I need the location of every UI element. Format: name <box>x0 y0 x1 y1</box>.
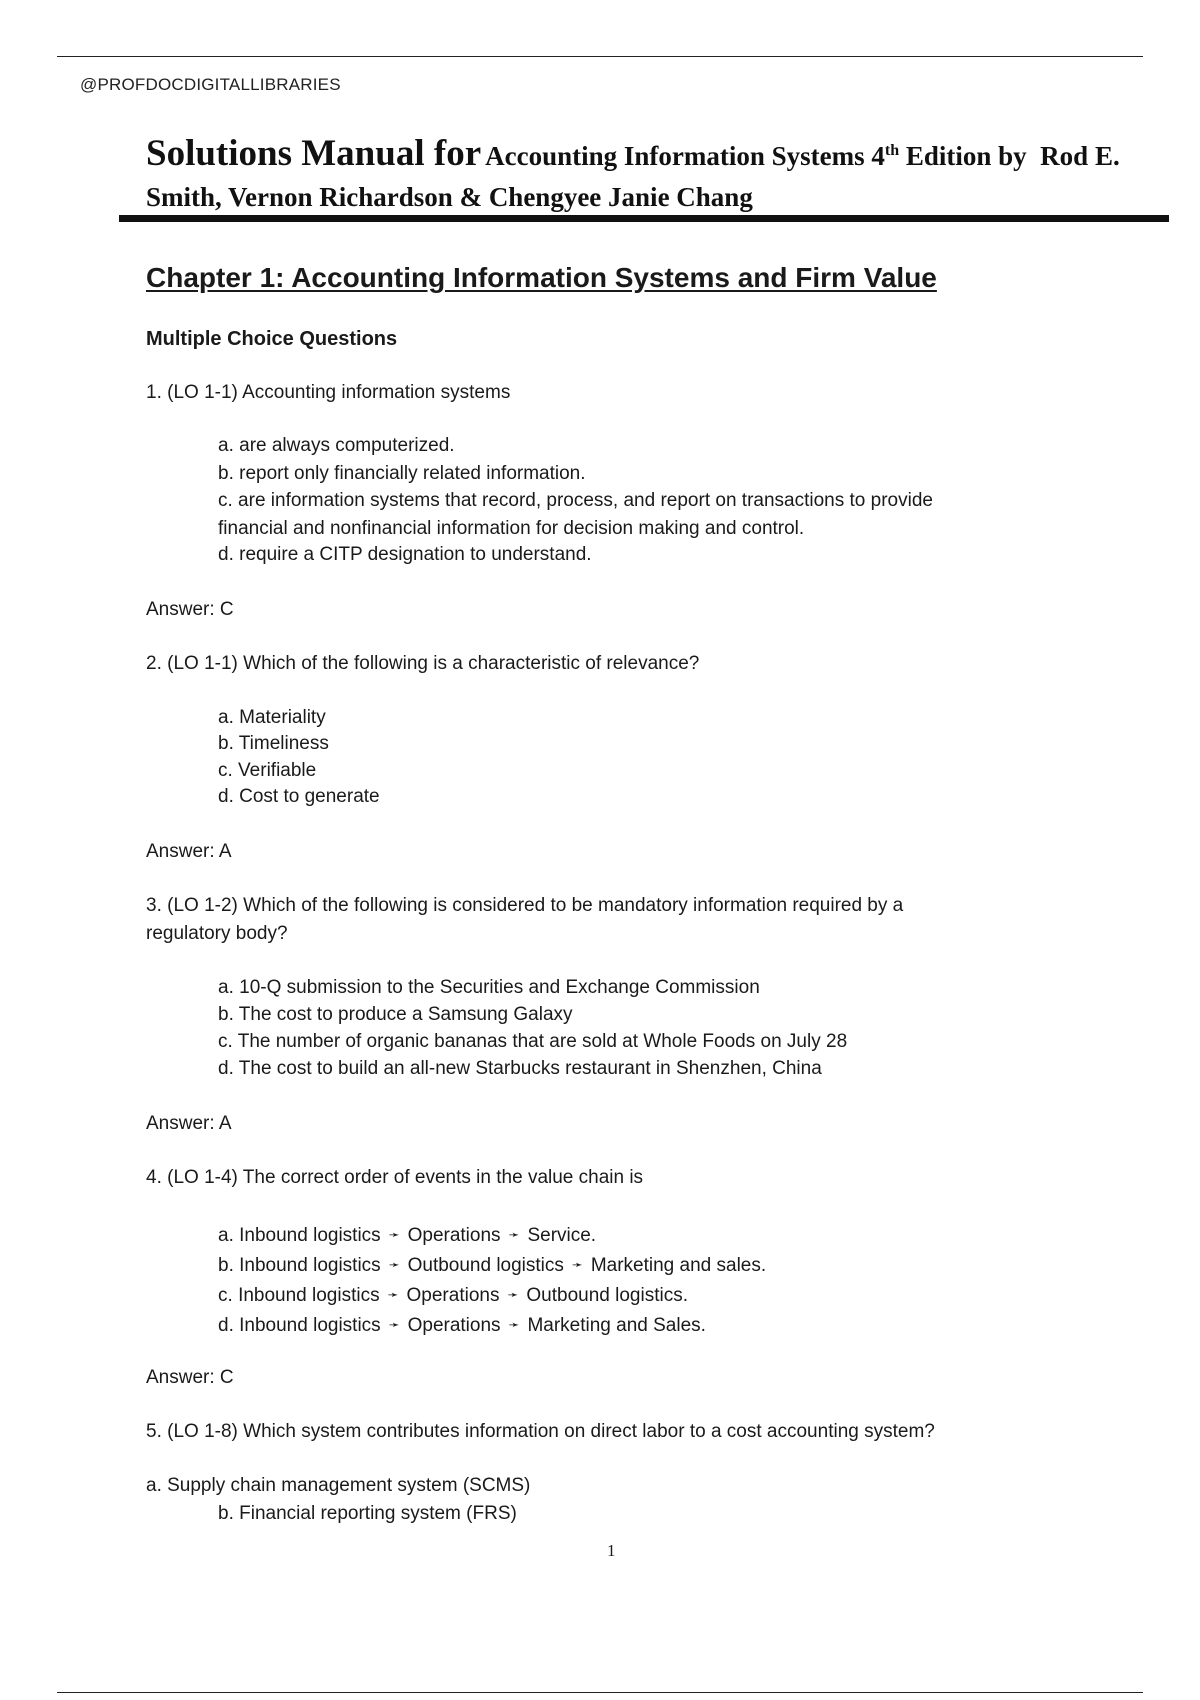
value-chain-step: Service. <box>527 1225 597 1246</box>
value-chain-step: Operations <box>406 1285 500 1306</box>
title-book-main: Accounting Information Systems 4 <box>485 141 885 171</box>
question-4-answer: Answer: C <box>146 1367 234 1388</box>
question-1-option-b: b. report only financially related information. <box>218 463 586 484</box>
value-chain-step: Marketing and sales. <box>590 1255 767 1276</box>
title-line-2: Smith, Vernon Richardson & Chengyee Janie Chang <box>146 181 753 212</box>
arrow-right-icon: ➛ <box>508 1317 520 1332</box>
question-3-option-a: a. 10-Q submission to the Securities and Exchange Commission <box>218 977 760 998</box>
value-chain-step: Operations <box>407 1315 501 1336</box>
value-chain-step: Inbound logistics <box>238 1285 380 1306</box>
document-title <box>146 133 1186 213</box>
title-superscript: th <box>884 142 900 159</box>
value-chain-step: Outbound logistics <box>407 1255 564 1276</box>
question-1-option-d: d. require a CITP designation to understand. <box>218 544 592 565</box>
value-chain-step: Inbound logistics <box>239 1255 381 1276</box>
watermark: @PROFDOCDIGITALLIBRARIES <box>80 75 341 94</box>
question-2-answer: Answer: A <box>146 841 232 862</box>
value-chain-step: Outbound logistics. <box>526 1285 688 1306</box>
question-4-option-a <box>218 1221 596 1249</box>
arrow-right-icon: ➛ <box>387 1287 399 1302</box>
question-3-option-d: d. The cost to build an all-new Starbucks restaurant in Shenzhen, China <box>218 1058 822 1079</box>
question-2-option-a: a. Materiality <box>218 707 326 728</box>
top-rule <box>57 56 1143 57</box>
question-5-option-b: b. Financial reporting system (FRS) <box>218 1503 517 1524</box>
question-2-option-b: b. Timeliness <box>218 733 329 754</box>
question-5-option-a: a. Supply chain management system (SCMS) <box>146 1475 531 1496</box>
value-chain-step: Inbound logistics <box>239 1315 381 1336</box>
question-1-option-c-cont: financial and nonfinancial information for decision making and control. <box>218 518 805 539</box>
question-3-answer: Answer: A <box>146 1113 232 1134</box>
question-1-answer: Answer: C <box>146 599 234 620</box>
chapter-heading: Chapter 1: Accounting Information Systems and Firm Value <box>146 262 937 293</box>
option-label: d. <box>218 1315 234 1336</box>
arrow-right-icon: ➛ <box>388 1257 400 1272</box>
question-3-option-b: b. The cost to produce a Samsung Galaxy <box>218 1004 573 1025</box>
arrow-right-icon: ➛ <box>571 1257 583 1272</box>
value-chain-step: Inbound logistics <box>239 1225 381 1246</box>
question-2-stem: 2. (LO 1-1) Which of the following is a characteristic of relevance? <box>146 653 700 674</box>
question-5-stem: 5. (LO 1-8) Which system contributes information on direct labor to a cost accounting system? <box>146 1421 935 1442</box>
page-number: 1 <box>607 1541 616 1560</box>
question-4-stem: 4. (LO 1-4) The correct order of events in the value chain is <box>146 1167 644 1188</box>
question-1-stem: 1. (LO 1-1) Accounting information systems <box>146 382 511 403</box>
question-3-stem-cont: regulatory body? <box>146 923 288 944</box>
title-book-end: Edition by Rod E. <box>899 141 1120 171</box>
question-3-stem: 3. (LO 1-2) Which of the following is considered to be mandatory information required by a <box>146 895 904 916</box>
title-line-1 <box>146 133 1186 176</box>
question-3-option-c: c. The number of organic bananas that are sold at Whole Foods on July 28 <box>218 1031 848 1052</box>
question-1-option-c: c. are information systems that record, process, and report on transactions to provide <box>218 490 933 511</box>
question-4-option-c <box>218 1281 688 1309</box>
title-underline-rule <box>119 215 1169 222</box>
question-2-option-d: d. Cost to generate <box>218 786 380 807</box>
question-4-option-b <box>218 1251 766 1279</box>
value-chain-step: Operations <box>407 1225 501 1246</box>
option-label: c. <box>218 1285 233 1306</box>
arrow-right-icon: ➛ <box>388 1227 400 1242</box>
title-prefix: Solutions Manual for <box>146 133 482 174</box>
option-label: b. <box>218 1255 234 1276</box>
option-label: a. <box>218 1225 234 1246</box>
question-4-option-d <box>218 1311 706 1339</box>
arrow-right-icon: ➛ <box>507 1287 519 1302</box>
arrow-right-icon: ➛ <box>508 1227 520 1242</box>
title-book <box>485 141 1120 171</box>
question-1-option-a: a. are always computerized. <box>218 435 455 456</box>
question-2-option-c: c. Verifiable <box>218 760 317 781</box>
value-chain-step: Marketing and Sales. <box>527 1315 706 1336</box>
bottom-rule <box>57 1692 1143 1693</box>
section-heading: Multiple Choice Questions <box>146 328 398 350</box>
arrow-right-icon: ➛ <box>388 1317 400 1332</box>
